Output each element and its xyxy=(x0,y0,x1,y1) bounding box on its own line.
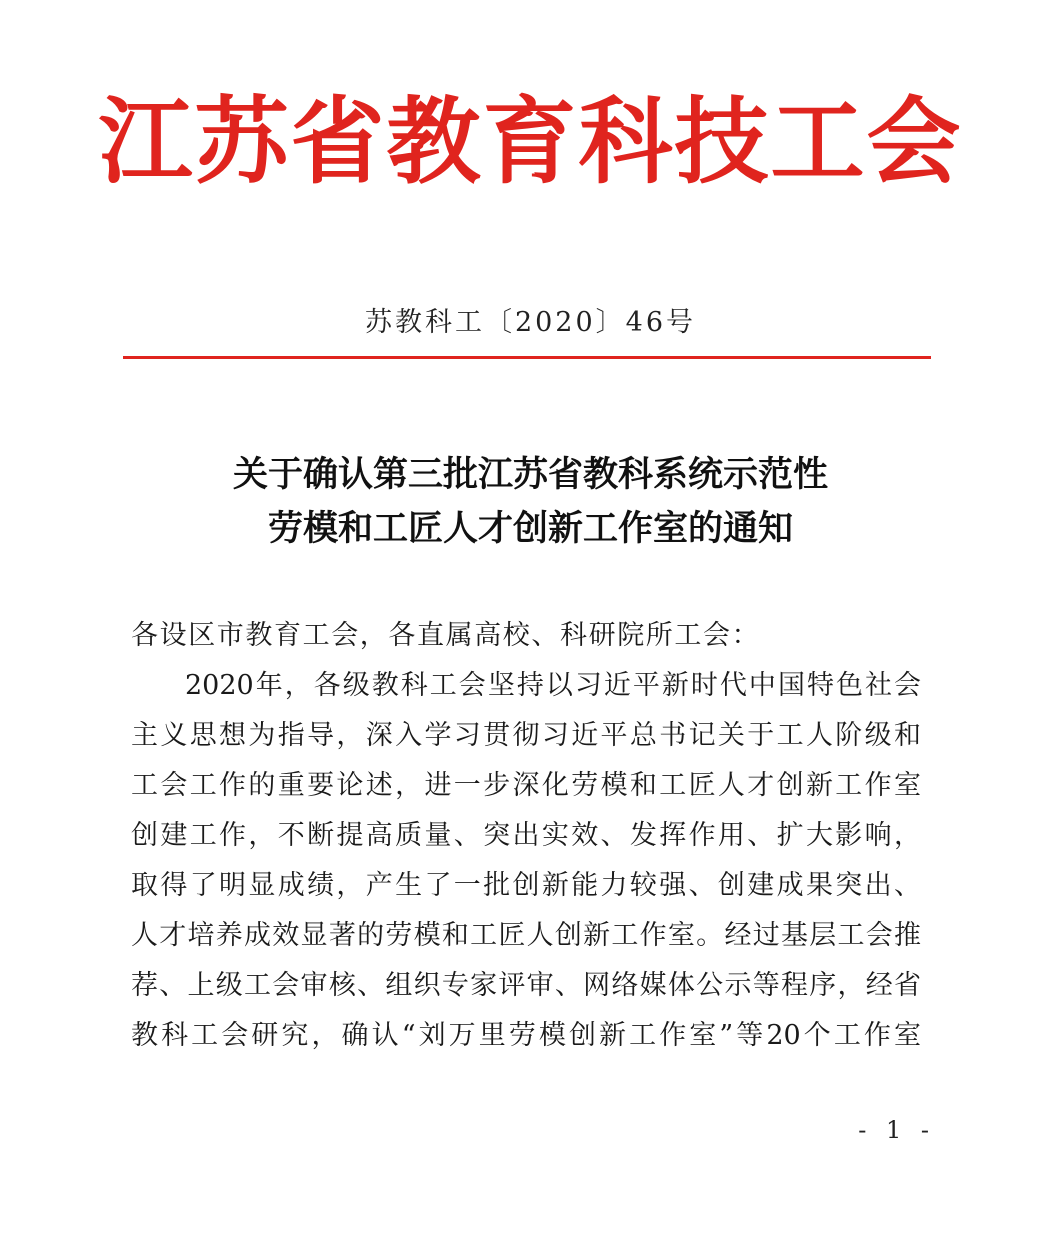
document-number: 苏教科工〔2020〕46号 xyxy=(364,307,697,338)
body-line: 工会工作的重要论述，进一步深化劳模和工匠人才创新工作室 xyxy=(131,770,921,801)
red-header-rule xyxy=(123,356,931,359)
body-line: 荐、上级工会审核、组织专家评审、网络媒体公示等程序，经省 xyxy=(131,970,921,1001)
salutation: 各设区市教育工会，各直属高校、科研院所工会： xyxy=(131,620,761,651)
body-line: 创建工作，不断提高质量、突出实效、发挥作用、扩大影响， xyxy=(131,820,921,851)
body-line: 2020年，各级教科工会坚持以习近平新时代中国特色社会 xyxy=(185,670,921,701)
title-line: 劳模和工匠人才创新工作室的通知 xyxy=(267,508,793,549)
body-line: 教科工会研究，确认“刘万里劳模创新工作室”等20个工作室 xyxy=(131,1020,921,1051)
page-number: - 1 - xyxy=(858,1116,935,1144)
title-line: 关于确认第三批江苏省教科系统示范性 xyxy=(232,454,828,495)
body-line: 主义思想为指导，深入学习贯彻习近平总书记关于工人阶级和 xyxy=(131,720,921,751)
body-line: 取得了明显成绩，产生了一批创新能力较强、创建成果突出、 xyxy=(131,870,921,901)
body-line: 人才培养成效显著的劳模和工匠人创新工作室。经过基层工会推 xyxy=(131,920,921,951)
issuing-organization-header: 江苏省教育科技工会 xyxy=(98,88,963,197)
document-title xyxy=(0,448,1061,556)
